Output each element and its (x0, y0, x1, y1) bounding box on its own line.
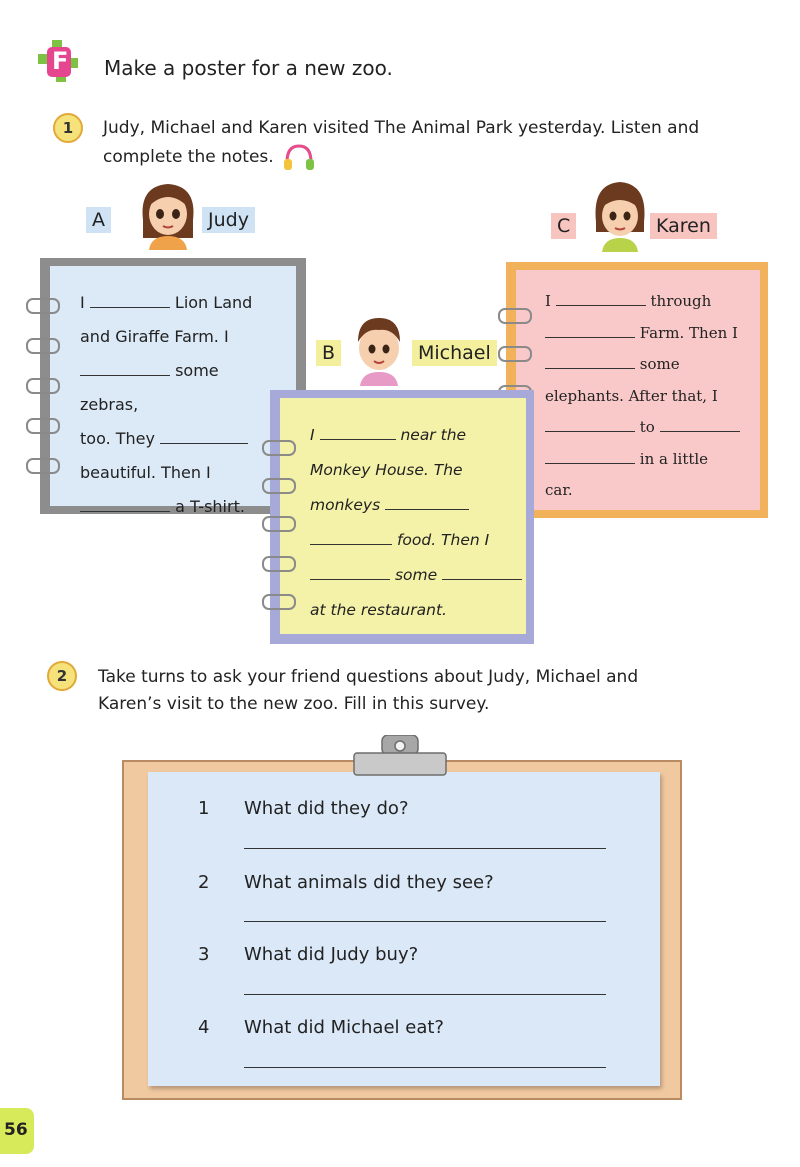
task-1-number: 1 (53, 113, 83, 143)
michael-ring (262, 594, 296, 610)
judy-name: Judy (202, 207, 255, 233)
judy-note-line (80, 320, 280, 354)
note-text: I (80, 293, 85, 312)
answer-blank[interactable] (545, 417, 635, 432)
judy-avatar (135, 180, 201, 250)
survey-q1-number: 1 (198, 798, 210, 819)
judy-note-line (80, 422, 280, 456)
note-text: I (310, 426, 315, 444)
survey-q4-text: What did Michael eat? (244, 1017, 444, 1038)
karen-note-line (545, 444, 760, 476)
task-1-instruction-line1: Judy, Michael and Karen visited The Animal Park yesterday. Listen and (103, 118, 700, 138)
karen-note-line (545, 412, 760, 444)
michael-letter: B (316, 340, 341, 366)
note-text: car. (545, 481, 573, 499)
note-text: a T-shirt. (175, 497, 245, 516)
task-1-instruction (103, 115, 783, 172)
survey-answer-line-3[interactable] (244, 994, 606, 995)
karen-note-line (545, 349, 760, 381)
answer-blank[interactable] (545, 449, 635, 464)
survey-q1-text: What did they do? (244, 798, 409, 819)
karen-note-line (545, 475, 760, 507)
answer-blank[interactable] (385, 495, 469, 510)
headphones-icon[interactable] (282, 142, 316, 172)
answer-blank[interactable] (90, 293, 170, 308)
survey-answer-line-4[interactable] (244, 1067, 606, 1068)
michael-note-line (310, 488, 525, 523)
survey-paper (148, 772, 660, 1086)
answer-blank[interactable] (80, 497, 170, 512)
karen-note-line (545, 381, 760, 413)
michael-note-line (310, 593, 525, 628)
answer-blank[interactable] (556, 291, 646, 306)
survey-answer-line-1[interactable] (244, 848, 606, 849)
michael-ring (262, 440, 296, 456)
note-text: near the (400, 426, 467, 444)
note-text: too. They (80, 429, 155, 448)
note-text: Farm. Then I (639, 323, 738, 342)
judy-notes (80, 286, 280, 524)
answer-blank[interactable] (320, 425, 396, 440)
judy-note-line (80, 456, 280, 490)
note-text: through (650, 292, 712, 310)
survey-q2-text: What animals did they see? (244, 872, 494, 893)
karen-note-line (545, 286, 760, 318)
michael-name: Michael (412, 340, 497, 366)
karen-ring (498, 346, 532, 362)
michael-ring (262, 516, 296, 532)
answer-blank[interactable] (545, 323, 635, 338)
michael-note-line (310, 453, 525, 488)
answer-blank[interactable] (660, 417, 740, 432)
michael-note-line (310, 523, 525, 558)
task-2-instruction-line2: Karen’s visit to the new zoo. Fill in this survey. (98, 694, 490, 714)
judy-ring (26, 378, 60, 394)
answer-blank[interactable] (545, 354, 635, 369)
note-text: beautiful. Then I (80, 463, 211, 482)
karen-notes (545, 286, 760, 507)
karen-letter: C (551, 213, 576, 239)
judy-ring (26, 298, 60, 314)
note-text: elephants. After that, I (545, 386, 718, 405)
karen-avatar (588, 178, 652, 252)
note-text: monkeys (310, 496, 381, 514)
note-text: and Giraffe Farm. I (80, 327, 229, 346)
judy-note-line (80, 286, 280, 320)
judy-note-line (80, 490, 280, 524)
answer-blank[interactable] (442, 565, 522, 580)
page-number: 56 (4, 1120, 28, 1140)
survey-answer-line-2[interactable] (244, 921, 606, 922)
clip-icon (352, 735, 448, 777)
task-2-instruction-line1: Take turns to ask your friend questions about Judy, Michael and (98, 667, 639, 687)
judy-ring (26, 338, 60, 354)
note-text: food. Then I (396, 531, 490, 549)
note-text: at the restaurant. (310, 601, 447, 619)
karen-note-line (545, 318, 760, 350)
karen-name: Karen (650, 213, 717, 239)
note-text: some zebras, (80, 361, 219, 414)
survey-q3-number: 3 (198, 944, 210, 965)
answer-blank[interactable] (80, 361, 170, 376)
note-text: some (639, 355, 680, 373)
michael-ring (262, 478, 296, 494)
survey-q2-number: 2 (198, 872, 210, 893)
task-2-number: 2 (47, 661, 77, 691)
note-text: Lion Land (174, 293, 253, 312)
section-title: Make a poster for a new zoo. (104, 56, 393, 80)
note-text: some (394, 566, 438, 584)
michael-avatar (348, 312, 410, 386)
answer-blank[interactable] (310, 565, 390, 580)
michael-note-line (310, 418, 525, 453)
note-text: Monkey House. The (310, 461, 463, 479)
karen-ring (498, 308, 532, 324)
section-letter: F (52, 47, 69, 75)
survey-q3-text: What did Judy buy? (244, 944, 419, 965)
michael-notes (310, 418, 525, 628)
task-1-instruction-line2: complete the notes. (103, 146, 274, 167)
task-2-instruction (98, 664, 778, 718)
answer-blank[interactable] (160, 429, 248, 444)
judy-ring (26, 458, 60, 474)
judy-note-line (80, 354, 280, 422)
survey-q4-number: 4 (198, 1017, 210, 1038)
note-text: to (639, 418, 655, 436)
section-f-badge (38, 40, 82, 84)
michael-note-line (310, 558, 525, 593)
note-text: I (545, 292, 551, 310)
answer-blank[interactable] (310, 530, 392, 545)
judy-ring (26, 418, 60, 434)
judy-letter: A (86, 207, 111, 233)
michael-ring (262, 556, 296, 572)
note-text: in a little (639, 449, 709, 468)
